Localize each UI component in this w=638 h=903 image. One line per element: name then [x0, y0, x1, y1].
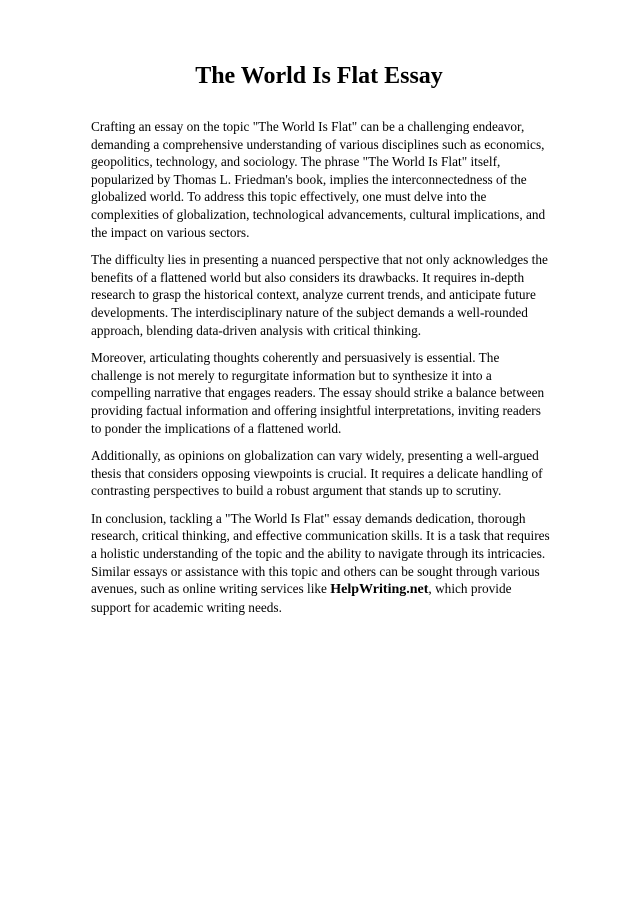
conclusion-text-before-link: In conclusion, tackling a "The World Is Flat" essay demands dedication, thorough research, critical thinking, and effective communication skills. It is a task that requires a holistic understanding of the topic and the ability to navigate through its intricacies. Similar essays or assistance with this topic and others can be sought through various avenues, such as online writing services like	[91, 510, 550, 597]
paragraph-difficulty: The difficulty lies in presenting a nuanced perspective that not only acknowledges the benefits of a flattened world but also considers its drawbacks. It requires in-depth research to grasp the historical context, analyze current trends, and anticipate future developments. The interdisciplinary nature of the subject demands a well-rounded approach, blending data-driven analysis with critical thinking.	[91, 252, 548, 338]
helpwriting-link[interactable]: HelpWriting.net	[330, 582, 429, 598]
essay-body	[91, 118, 551, 626]
page-title: The World Is Flat Essay	[195, 63, 443, 89]
paragraph-opinions: Additionally, as opinions on globalization can vary widely, presenting a well-argued thesis that considers opposing viewpoints is crucial. It requires a delicate handling of contrasting perspectives to build a robust argument that stands up to scrutiny.	[91, 448, 543, 499]
paragraph-articulation: Moreover, articulating thoughts coherently and persuasively is essential. The challenge is not merely to regurgitate information but to synthesize it into a compelling narrative that engages readers. The essay should strike a balance between providing factual information and offering insightful interpretations, inviting readers to ponder the implications of a flattened world.	[91, 350, 545, 436]
paragraph-conclusion	[91, 510, 551, 617]
paragraph-intro: Crafting an essay on the topic "The World Is Flat" can be a challenging endeavor, demanding a comprehensive understanding of various disciplines such as economics, geopolitics, technology, and sociology. The phrase "The World Is Flat" itself, popularized by Thomas L. Friedman's book, implies the interconnectedness of the globalized world. To address this topic effectively, one must delve into the complexities of globalization, technological advancements, cultural implications, and the impact on various sectors.	[91, 119, 546, 240]
conclusion-text-after-link: , which provide support for academic writing needs.	[91, 581, 512, 615]
